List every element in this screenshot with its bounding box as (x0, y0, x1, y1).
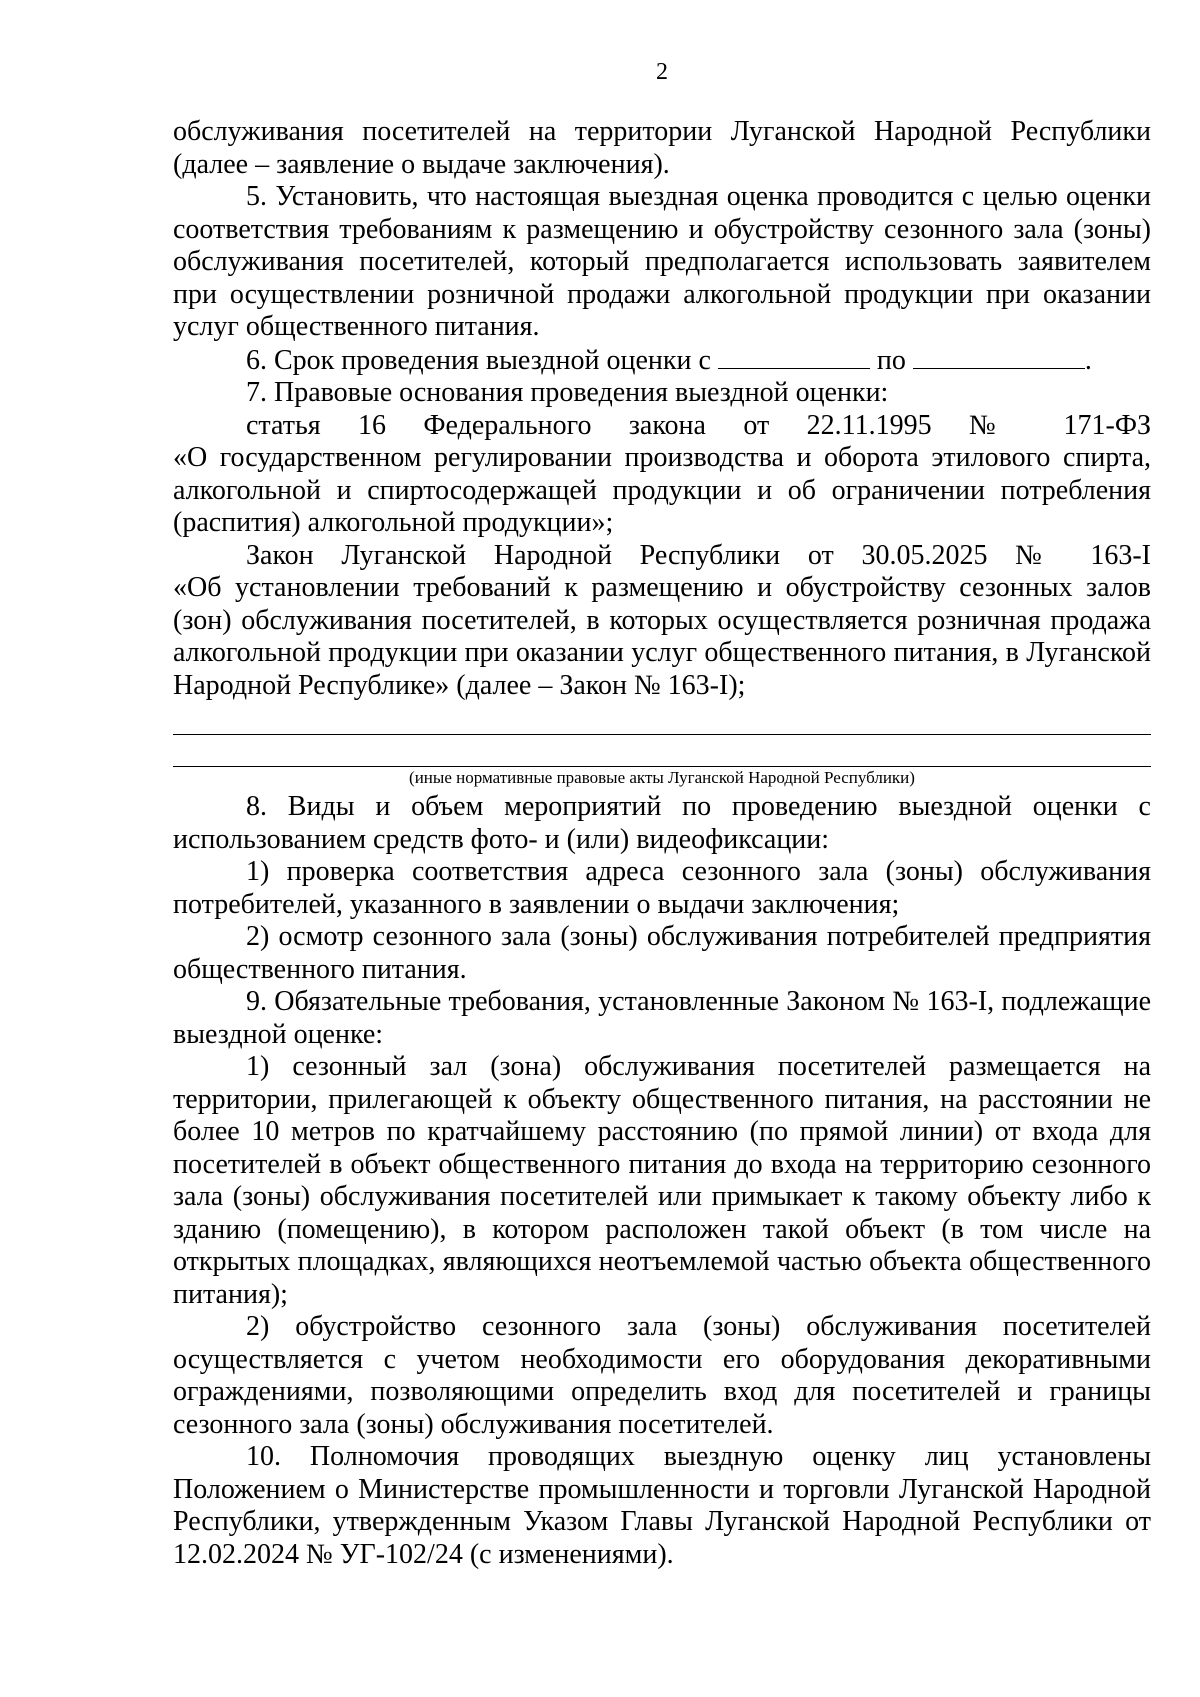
paragraph-9-item-2: 2) обустройство сезонного зала (зоны) обслуживания посетителей осуществляется с учетом необходимости его оборудования декоративными ограждениями, позволяющими определить вход для посетителей и границы сезонного зала (зоны) обслуживания посетителей. (173, 1311, 1151, 1440)
paragraph-5: 5. Установить, что настоящая выездная оценка проводится с целью оценки соответствия требованиям к размещению и обустройству сезонного зала (зоны) обслуживания посетителей, который предполагается использовать заявителем при осуществлении розничной продажи алкогольной продукции при оказании услуг общественного питания. (173, 181, 1151, 342)
paragraph-6 (173, 344, 1151, 378)
paragraph-10: 10. Полномочия проводящих выездную оценку лиц установлены Положением о Министерстве промышленности и торговли Луганской Народной Республики, утвержденным Указом Главы Луганской Народной Республики от 12.02.2024 № УГ-102/24 (с изменениями). (173, 1441, 1151, 1570)
paragraph-8-item-2: 2) осмотр сезонного зала (зоны) обслуживания потребителей предприятия общественного питания. (173, 921, 1151, 985)
start-date-blank (718, 344, 870, 369)
paragraph-8-item-1: 1) проверка соответствия адреса сезонного зала (зоны) обслуживания потребителей, указанного в заявлении о выдачи заключения; (173, 856, 1151, 920)
law-2-heading: Закон Луганской Народной Республики от 30.05.2025 № 163-I (246, 539, 1151, 571)
paragraph-8: 8. Виды и объем мероприятий по проведению выездной оценки с использованием средств фото- и (или) видеофиксации: (173, 791, 1151, 855)
law-1-heading: статья 16 Федерального закона от 22.11.1995 № 171-ФЗ (246, 409, 1151, 441)
document-body (173, 116, 1151, 1571)
term-label-mid: по (876, 344, 906, 376)
law-1-title: «О государственном регулировании производства и оборота этилового спирта, алкогольной и спиртосодержащей продукции и об ограничении потребления (распития) алкогольной продукции»; (173, 442, 1151, 538)
page-number: 2 (656, 59, 668, 85)
other-acts-line-1 (173, 708, 1151, 735)
paragraph-continuation: обслуживания посетителей на территории Луганской Народной Республики (далее – заявление о выдаче заключения). (173, 116, 1151, 180)
term-label-end: . (1084, 344, 1092, 376)
term-label-start: 6. Срок проведения выездной оценки с (246, 344, 711, 376)
law-2-title: «Об установлении требований к размещению и обустройству сезонных залов (зон) обслуживания посетителей, в которых осуществляется розничная продажа алкогольной продукции при оказании услуг общественного питания, в Луганской Народной Республике» (далее – Закон № 163-I); (173, 572, 1151, 701)
other-acts-line-2 (173, 735, 1151, 767)
paragraph-9-item-1: 1) сезонный зал (зона) обслуживания посетителей размещается на территории, прилегающей к объекту общественного питания, на расстоянии не более 10 метров по кратчайшему расстоянию (по прямой линии) от входа для посетителей в объект общественного питания до входа на территорию сезонного зала (зоны) обслуживания посетителей или примыкает к такому объекту либо к зданию (помещению), в котором расположен такой объект (в том числе на открытых площадках, являющихся неотъемлемой частью объекта общественного питания); (173, 1051, 1151, 1310)
other-acts-caption: (иные нормативные правовые акты Луганской Народной Республики) (409, 768, 915, 787)
end-date-blank (913, 344, 1085, 369)
paragraph-9: 9. Обязательные требования, установленные Законом № 163-I, подлежащие выездной оценке: (173, 986, 1151, 1050)
paragraph-7: 7. Правовые основания проведения выездной оценки: (246, 377, 889, 408)
